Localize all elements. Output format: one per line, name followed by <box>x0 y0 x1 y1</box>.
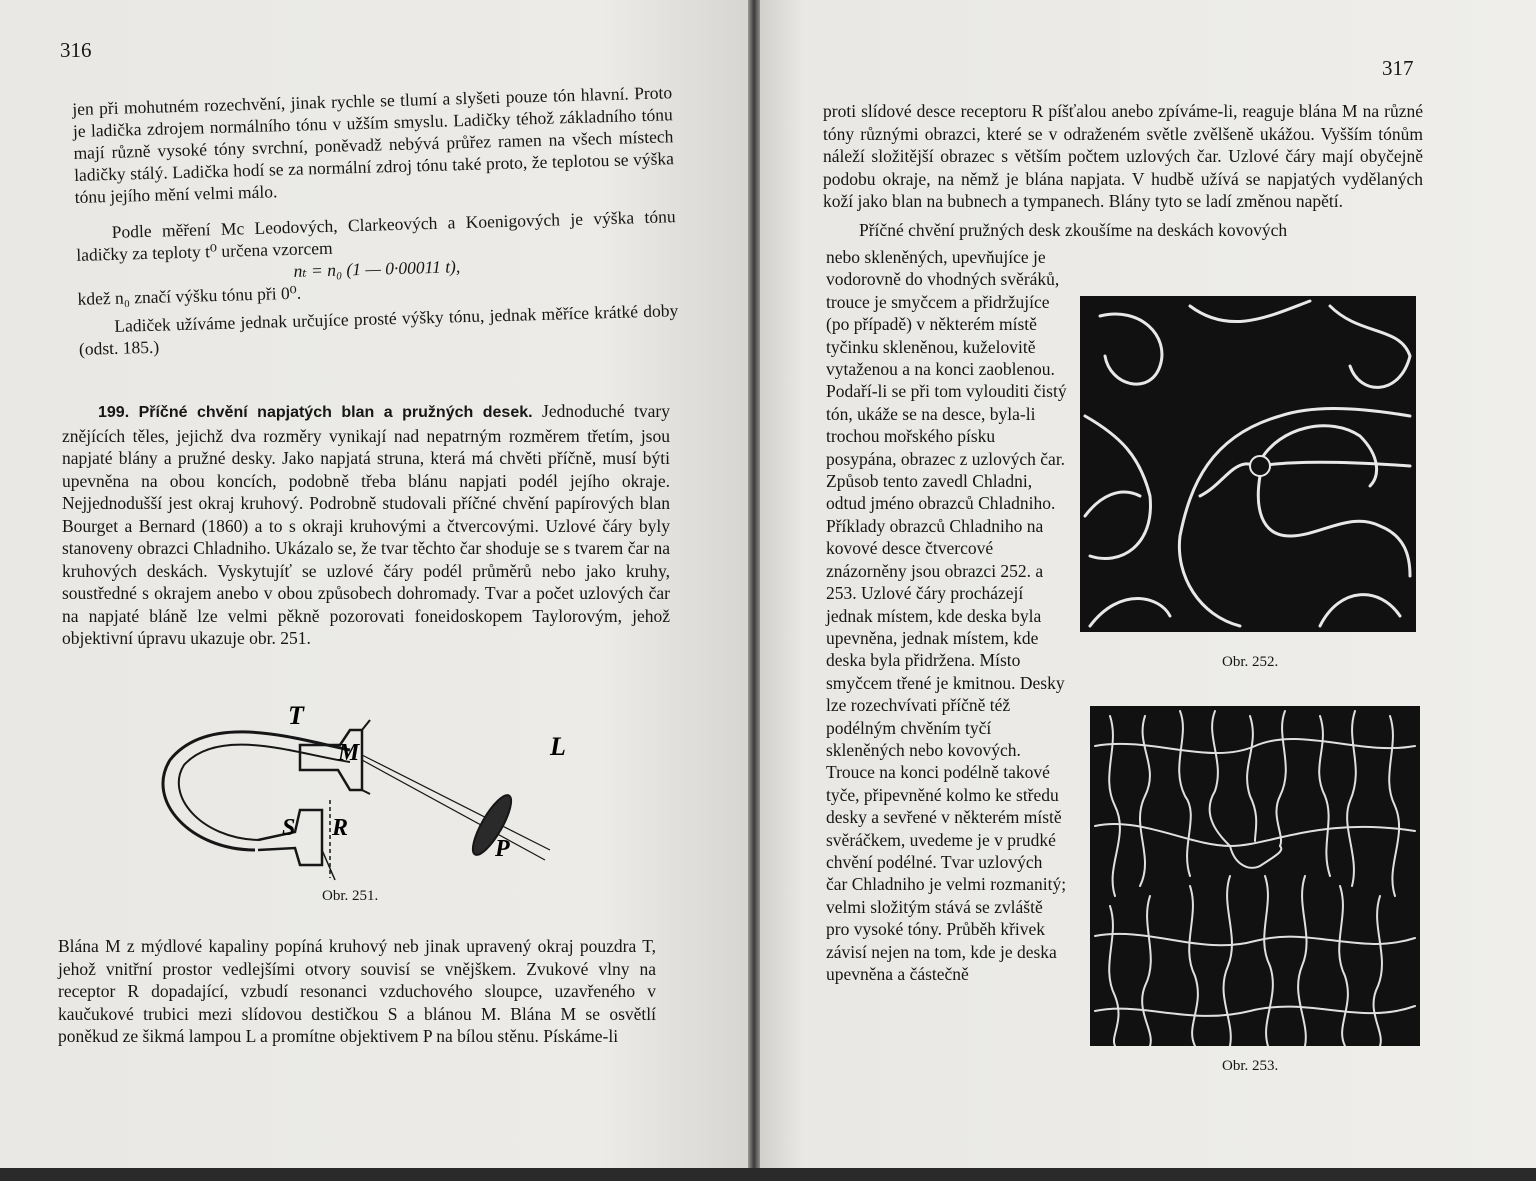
label-L: L <box>550 732 566 761</box>
book-gutter <box>748 0 760 1181</box>
page-number-left: 316 <box>60 38 92 62</box>
left-top-text <box>72 81 679 360</box>
paragraph-tuning-fork: jen při mohutném rozechvění, jinak rychle se tlumí a slyšeti pouze tón hlavní. Proto je ladička zdrojem normálního tónu v užším smyslu. Ladičky téhož základního tónu mají různě vysoké tóny svrchní, poněvadž nebývá průřez ramen na všech místech ladičky stálý. Ladička hodí se za normální zdroj tónu také proto, že teplotou se výška tónu jejího mění velmi málo. <box>72 82 675 207</box>
section-199 <box>62 400 670 650</box>
page-number-right: 317 <box>1382 56 1414 80</box>
right-column-text <box>826 246 1068 985</box>
paragraph-receptor: proti slídové desce receptoru R píšťalou anebo zpíváme-li, reaguje blána M na různé tóny různými obrazci, které se v odraženém světle zvělšeně ukážou. Vyšším tónům náleží složitější obrazec s větším počtem uzlových čar. Uzlové čáry mají obyčejně podobu okraje, na němž je blána napjata. V hudbě užívá se napjatých vydělaných koží jako blan na bubnech a tympanech. Blány tyto se ladí změnou napětí. <box>823 101 1423 211</box>
chladni-pattern-252 <box>1080 296 1416 632</box>
phoneidoscope-diagram <box>150 700 570 910</box>
right-top-text <box>823 100 1423 241</box>
figure-252-chladni-plate <box>1080 296 1416 632</box>
section-title: Příčné chvění napjatých blan a pružných desek. <box>138 404 533 421</box>
formula: nₜ = n₀ (1 — 0·00011 t), <box>293 256 461 281</box>
figure-253-chladni-plate <box>1090 706 1420 1046</box>
chladni-pattern-253 <box>1090 706 1420 1046</box>
section-text: Jednoduché tvary znějících těles, jejichž dva rozměry vynikají nad nepatrným rozměrem třetím, jsou napjaté blány a pružné desky. Jako napjatá struna, která má chvěti příčně, musí býti upevněna na obou koncích, podobně třeba blánu napjati podél jejího okraje. Nejjednodušší jest okraj kruhový. Podrobně studovali příčné chvění papírových blan Bourget a Bernard (1860) a to s okraji kruhovými a čtvercovými. Uzlové čáry byly stanoveny obrazci Chladniho. Ukázalo se, že tvar těchto čar shoduje se s tvarem čar na kruhových deskách. Vyskytujíť se uzlové čáry podél průměrů nebo jako kruhy, soustředné s okrajem anebo v obou způsobech dohromady. Tvar a počet uzlových čar na napjaté bláně lze velmi pěkně pozorovati foneidoskopem Taylorovým, jehož objektivní úpravu ukazuje obr. 251. <box>62 401 671 648</box>
paragraph-chladni: nebo skleněných, upevňujíce je vodorovně do vhodných svěráků, trouce je smyčcem a přidržujíce (po případě) v některém místě tyčinku skleněnou, kuželovitě vytaženou a na konci zaoblenou. Podaří-li se při tom vylouditi čistý tón, ukáže se na desce, byla-li trochou mořského písku posypána, obrazec z uzlových čar. Způsob tento zavedl Chladni, odtud jméno obrazců Chladniho. Příklady obrazců Chladniho na kovové desce čtvercové znázorněny jsou obrazci 252. a 253. Uzlové čáry procházejí jednak místem, kde deska byla upevněna, jednak místem, kde deska byla přidržena. Místo smyčcem třené je kmitnou. Desky lze rozechvívati příčně též podélným chvěním tyčí skleněných nebo kovových. Trouce na konci podélně takové tyče, připevněné kolmo ke středu desky a sevřené v některém místě svěráčkem, uvedeme je v prudké chvění podélné. Tvar uzlových čar Chladniho je velmi rozmanitý; velmi složitým stává se zvláště pro vysoké tóny. Průběh křivek závisí nejen na tom, kde je deska upevněna a částečně <box>826 247 1067 984</box>
caption-252: Obr. 252. <box>1222 654 1279 670</box>
label-M: M <box>338 740 360 766</box>
section-number: 199. <box>98 404 130 421</box>
caption-251: Obr. 251. <box>322 888 379 904</box>
label-R: R <box>332 815 349 841</box>
paragraph-measurements: Podle měření Mc Leodových, Clarkeových a Koenigových je výška tónu ladičky za teploty t⁰ určena vzorcem <box>76 206 676 265</box>
label-T: T <box>288 701 304 730</box>
paragraph-plates-intro: Příčné chvění pružných desk zkoušíme na deskách kovových <box>859 219 1288 240</box>
label-S: S <box>282 815 296 841</box>
caption-253: Obr. 253. <box>1222 1058 1279 1074</box>
figure-251 <box>150 700 570 910</box>
formula-note: kdež n₀ značí výšku tónu při 0⁰. <box>77 282 302 309</box>
paragraph-usage: Ladiček užíváme jednak určujíce prosté výšky tónu, jednak měříce krátké doby (odst. 185.) <box>78 300 679 359</box>
left-bottom-text <box>58 935 656 1048</box>
paragraph-membrane: Blána M z mýdlové kapaliny popíná kruhový neb jinak upravený okraj pouzdra T, jehož vnitřní prostor vedlejšími otvory souvisí se vnějškem. Zvukové vlny na receptor R dopadající, vzbudí resonanci vzduchového sloupce, uzavřeného v kaučukové trubici mezi slídovou destičkou S a blánou M. Blána M se osvětlí poněkud ze šikmá lampou L a promítne objektivem P na bílou stěnu. Pískáme-li <box>58 936 656 1046</box>
scan-bottom-edge <box>0 1168 1536 1181</box>
label-P: P <box>495 836 510 862</box>
